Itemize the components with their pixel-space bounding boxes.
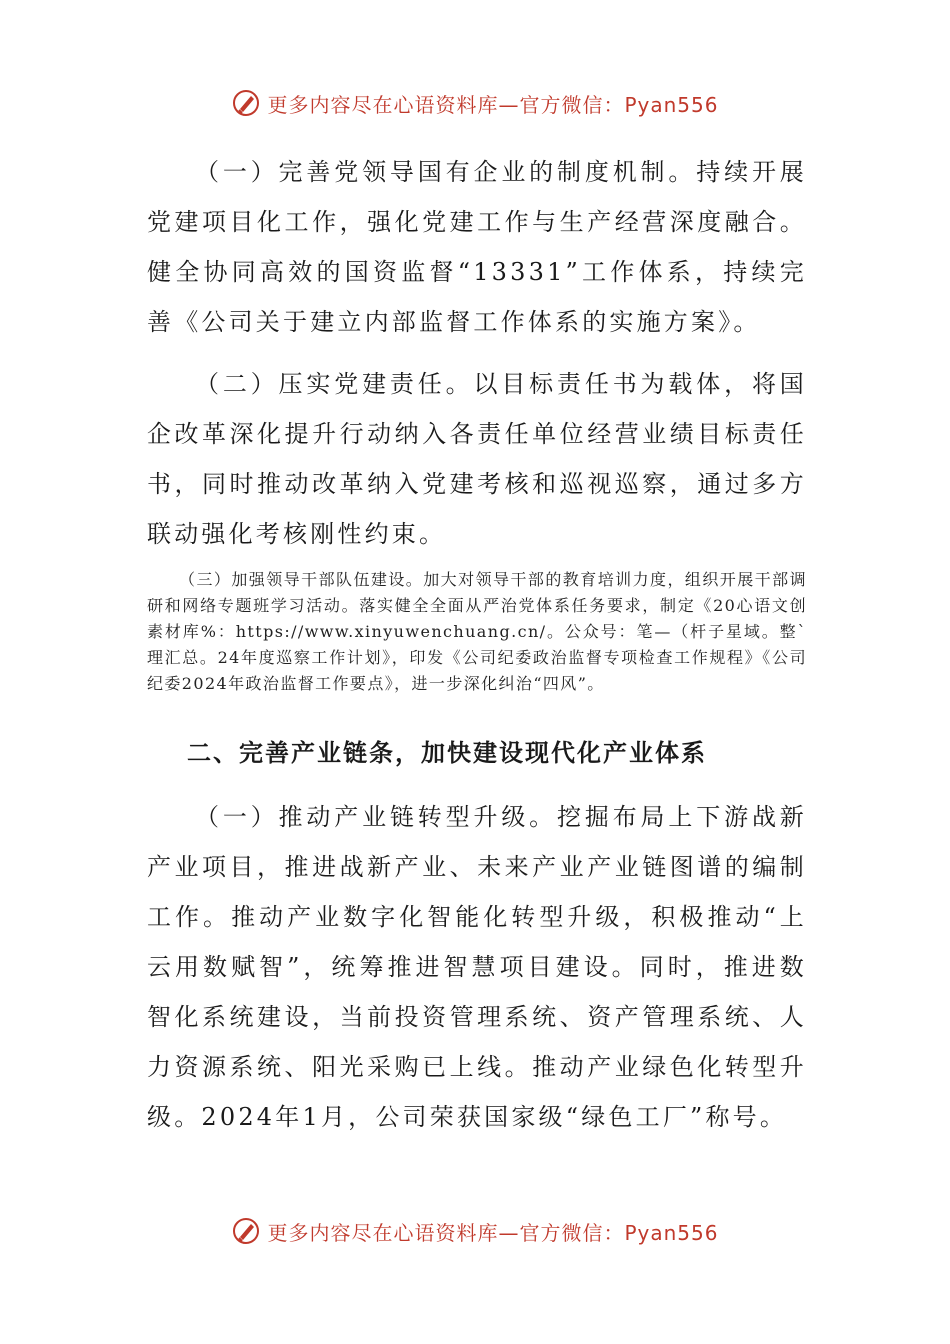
banner-text: 更多内容尽在心语资料库—官方微信：Pyan556 — [267, 1220, 719, 1245]
pen-seal-icon — [231, 88, 261, 118]
footer-watermark-banner — [0, 1211, 950, 1251]
paragraph-1: （一）完善党领导国有企业的制度机制。持续开展党建项目化工作，强化党建工作与生产经营深度融合。健全协同高效的国资监督“13331”工作体系，持续完善《公司关于建立内部监督工作体系的实施方案》。 — [147, 158, 807, 336]
paragraph-3-small: （三）加强领导干部队伍建设。加大对领导干部的教育培训力度，组织开展干部调研和网络专题班学习活动。落实健全全面从严治党体系任务要求，制定《20心语文创素材库%：https://www.xinyuwenchuang.cn/。公众号：笔—（杆子星域。整`理汇总。24年度巡察工作计划》，印发《公司纪委政治监督专项检查工作规程》《公司纪委2024年政治监督工作要点》，进一步深化纠治“四风”。 — [147, 570, 807, 693]
paragraph-2: （二）压实党建责任。以目标责任书为载体，将国企改革深化提升行动纳入各责任单位经营业绩目标责任书，同时推动改革纳入党建考核和巡视巡察，通过多方联动强化考核刚性约束。 — [147, 370, 807, 548]
section-heading-2: 二、完善产业链条，加快建设现代化产业体系 — [187, 739, 707, 767]
paragraph-4: （一）推动产业链转型升级。挖掘布局上下游战新产业项目，推进战新产业、未来产业产业链图谱的编制工作。推动产业数字化智能化转型升级，积极推动“上云用数赋智”，统筹推进智慧项目建设。同时，推进数智化系统建设，当前投资管理系统、资产管理系统、人力资源系统、阳光采购已上线。推动产业绿色化转型升级。2024年1月，公司荣获国家级“绿色工厂”称号。 — [147, 803, 807, 1131]
banner-text: 更多内容尽在心语资料库—官方微信：Pyan556 — [267, 92, 719, 117]
header-watermark-banner — [0, 83, 950, 123]
pen-seal-icon — [231, 1216, 261, 1246]
